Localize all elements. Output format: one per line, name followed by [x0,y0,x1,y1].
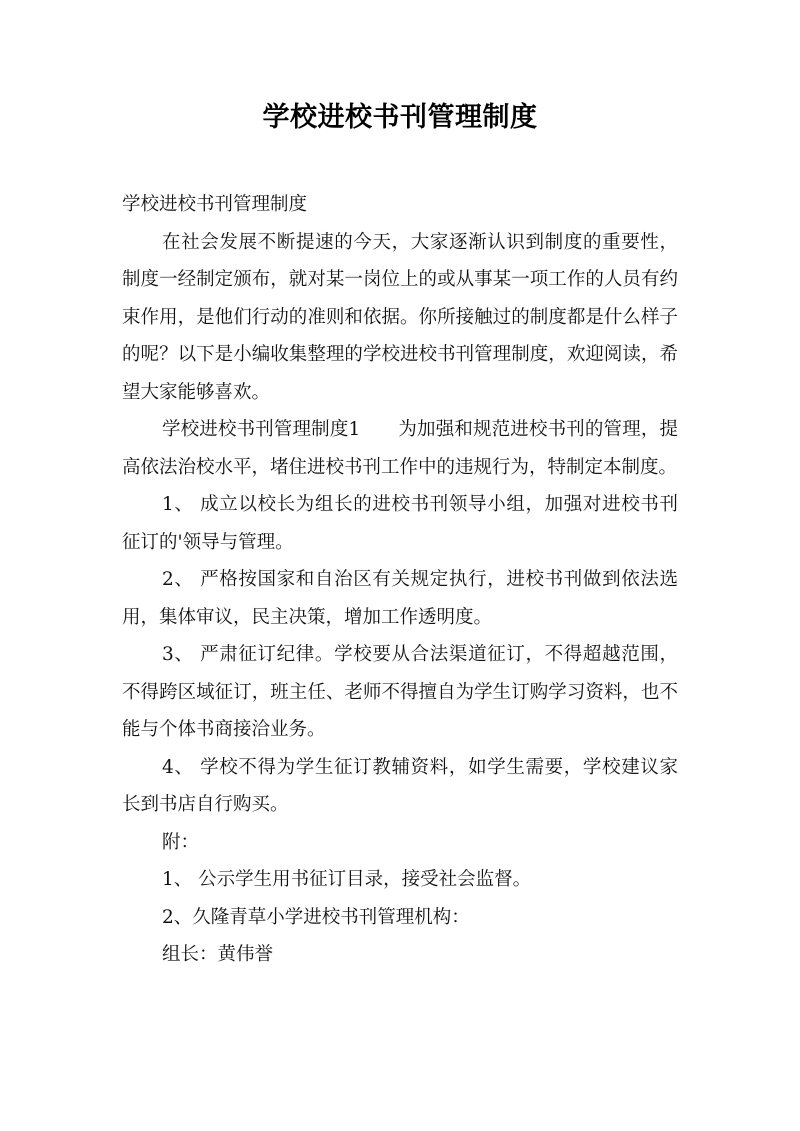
document-body [122,186,678,974]
list-item: 2、 严格按国家和自治区有关规定执行，进校书刊做到依法选用，集体审议，民主决策，增加工作透明度。 [122,569,678,628]
section-paragraph [122,411,678,486]
document-title: 学校进校书刊管理制度 [262,102,538,133]
list-item: 1、 成立以校长为组长的进校书刊领导小组，加强对进校书刊征订的'领导与管理。 [122,494,678,553]
list-item: 4、 学校不得为学生征订教辅资料，如学生需要，学校建议家长到书店自行购买。 [122,756,678,815]
document-subtitle: 学校进校书刊管理制度 [122,194,308,215]
appendix-item: 2、久隆青草小学进校书刊管理机构： [162,906,470,928]
appendix-label: 附： [162,831,200,853]
appendix-item: 组长：黄伟誉 [162,944,274,965]
section-heading: 学校进校书刊管理制度1 [162,419,361,440]
intro-paragraph: 在社会发展不断提速的今天，大家逐渐认识到制度的重要性，制度一经制定颁布，就对某一岗位上的或从事某一项工作的人员有约束作用，是他们行动的准则和依据。你所接触过的制度都是什么样子的呢？以下是小编收集整理的学校进校书刊管理制度，欢迎阅读，希望大家能够喜欢。 [122,231,678,403]
list-item: 3、 严肃征订纪律。学校要从合法渠道征订，不得超越范围，不得跨区域征订，班主任、老师不得擅自为学生订购学习资料，也不能与个体书商接洽业务。 [122,644,678,740]
section-intro: 为加强和规范进校书刊的管理，提高依法治校水平，堵住进校书刊工作中的违规行为，特制定本制度。 [122,419,678,478]
appendix-item: 1、 公示学生用书征订目录，接受社会监督。 [162,869,532,890]
